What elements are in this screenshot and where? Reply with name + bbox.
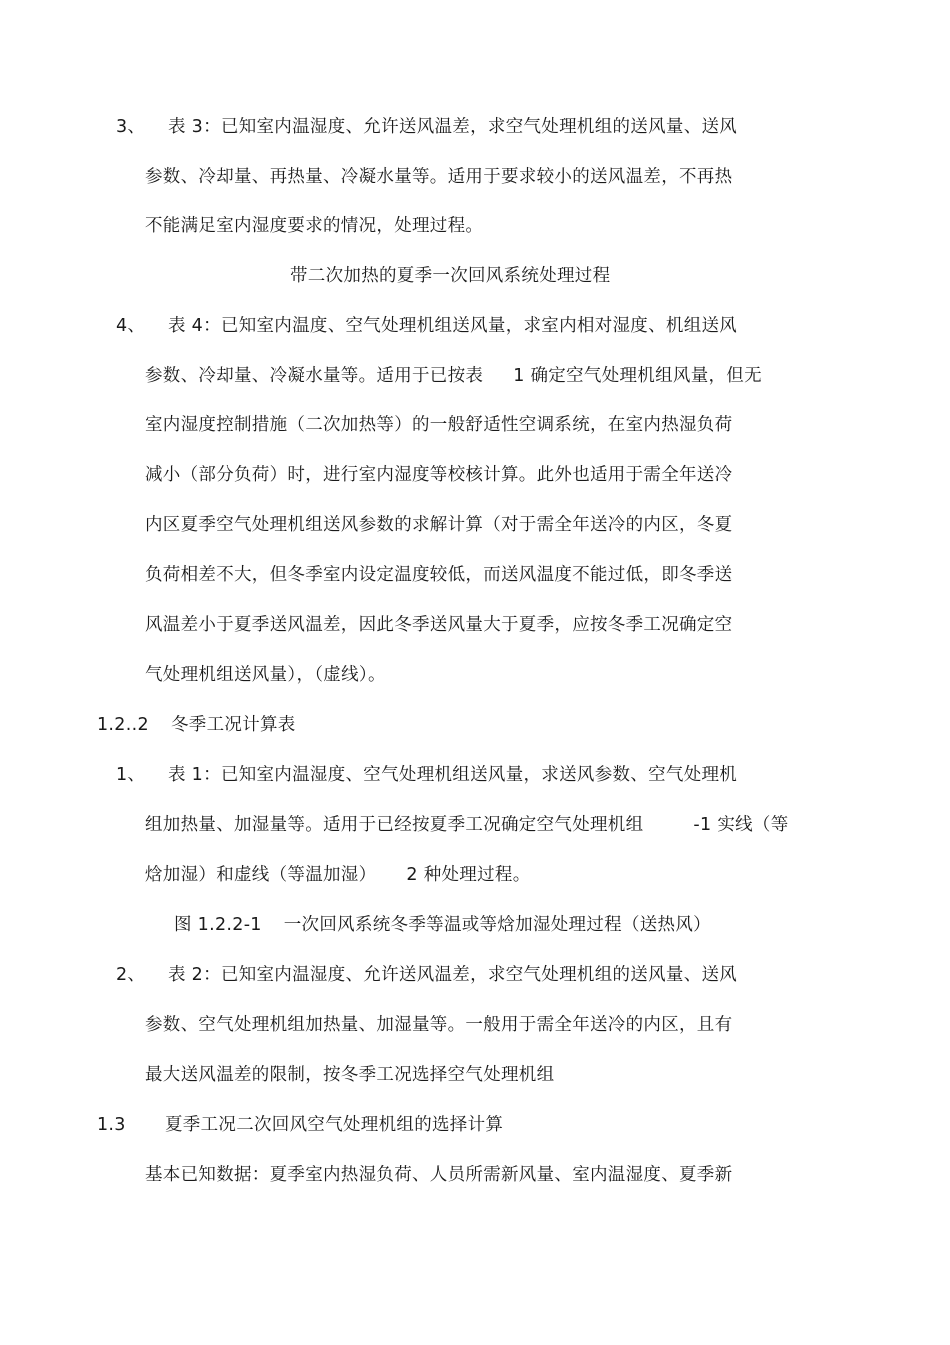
winter-item-1-text-3a: 焓加湿）和虚线（等温加湿） — [145, 865, 377, 885]
section-1-2-2-title: 冬季工况计算表 — [171, 715, 296, 735]
winter-item-1-line-3 — [145, 863, 531, 887]
winter-item-2-line-3: 最大送风温差的限制，按冬季工况选择空气处理机组 — [145, 1065, 555, 1085]
winter-item-2-number: 2、 — [116, 965, 146, 985]
section-1-3-number: 1.3 — [97, 1115, 126, 1135]
item-3-line-1 — [116, 115, 737, 139]
item-3-number: 3、 — [116, 117, 146, 137]
item-3-text-1: 表 3：已知室内温湿度、允许送风温差，求空气处理机组的送风量、送风 — [168, 117, 738, 137]
winter-item-1-text-1: 表 1：已知室内温湿度、空气处理机组送风量，求送风参数、空气处理机 — [168, 765, 738, 785]
winter-item-1-line-1 — [116, 763, 737, 787]
item-4-line-1 — [116, 314, 737, 338]
winter-item-2-text-1: 表 2：已知室内温湿度、允许送风温差，求空气处理机组的送风量、送风 — [168, 965, 738, 985]
figure-label: 图 1.2.2-1 — [174, 915, 262, 935]
item-4-line-7: 风温差小于夏季送风温差，因此冬季送风量大于夏季，应按冬季工况确定空 — [145, 615, 733, 635]
item-4-line-3: 室内湿度控制措施（二次加热等）的一般舒适性空调系统，在室内热湿负荷 — [145, 415, 733, 435]
item-4-number: 4、 — [116, 316, 146, 336]
winter-item-1-line-2 — [145, 813, 789, 837]
item-4-line-2 — [145, 364, 762, 388]
winter-item-2-line-1 — [116, 963, 737, 987]
item-4-text-2a: 参数、冷却量、冷凝水量等。适用于已按表 — [145, 366, 484, 386]
section-1-2-2-number: 1.2..2 — [97, 715, 149, 735]
process-caption: 带二次加热的夏季一次回风系统处理过程 — [290, 266, 611, 286]
item-3-line-3: 不能满足室内湿度要求的情况，处理过程。 — [145, 216, 484, 236]
item-4-line-5: 内区夏季空气处理机组送风参数的求解计算（对于需全年送冷的内区，冬夏 — [145, 515, 733, 535]
figure-caption — [174, 913, 711, 937]
item-4-text-2b: 1 确定空气处理机组风量，但无 — [513, 366, 762, 386]
section-1-3-heading — [97, 1113, 503, 1137]
item-4-text-1: 表 4：已知室内温度、空气处理机组送风量，求室内相对湿度、机组送风 — [168, 316, 738, 336]
item-4-line-6: 负荷相差不大，但冬季室内设定温度较低，而送风温度不能过低，即冬季送 — [145, 565, 733, 585]
item-4-line-8: 气处理机组送风量），（虚线）。 — [145, 665, 386, 685]
section-1-2-2-heading — [97, 713, 296, 737]
item-4-line-4: 减小（部分负荷）时，进行室内湿度等校核计算。此外也适用于需全年送冷 — [145, 465, 733, 485]
winter-item-1-text-2a: 组加热量、加湿量等。适用于已经按夏季工况确定空气处理机组 — [145, 815, 644, 835]
winter-item-1-number: 1、 — [116, 765, 146, 785]
basic-data-line: 基本已知数据：夏季室内热湿负荷、人员所需新风量、室内温湿度、夏季新 — [145, 1165, 733, 1185]
winter-item-2-line-2: 参数、空气处理机组加热量、加湿量等。一般用于需全年送冷的内区，且有 — [145, 1015, 733, 1035]
figure-text: 一次回风系统冬季等温或等焓加湿处理过程（送热风） — [283, 915, 711, 935]
section-1-3-title: 夏季工况二次回风空气处理机组的选择计算 — [165, 1115, 504, 1135]
winter-item-1-text-3b: 2 种处理过程。 — [406, 865, 531, 885]
winter-item-1-text-2b: -1 实线（等 — [693, 815, 789, 835]
item-3-line-2: 参数、冷却量、再热量、冷凝水量等。适用于要求较小的送风温差，不再热 — [145, 167, 733, 187]
